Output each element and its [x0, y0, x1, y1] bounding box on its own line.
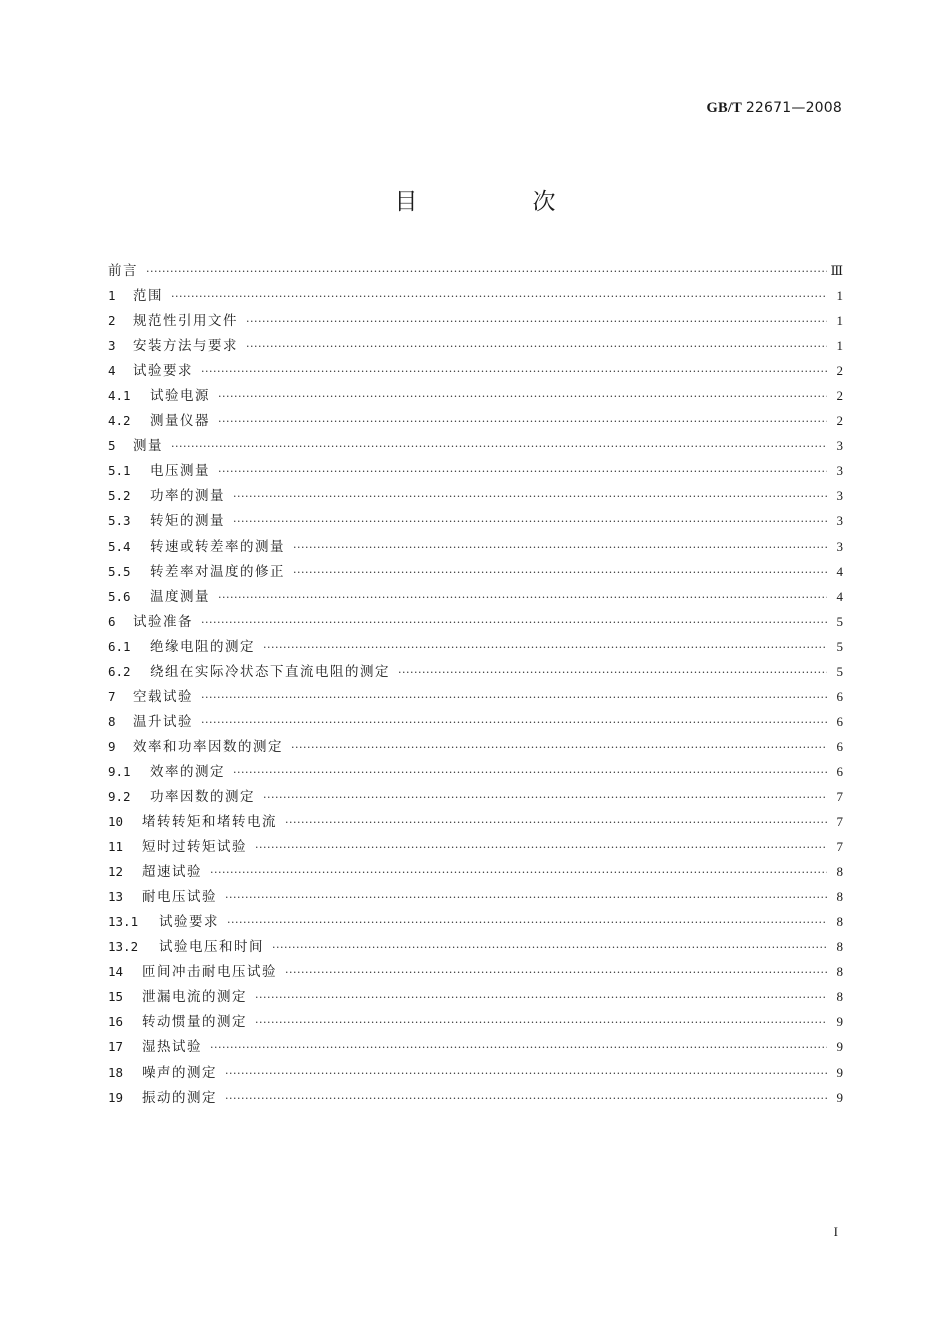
toc-entry-number: 9.2	[108, 788, 131, 804]
toc-entry-number: 11	[108, 839, 124, 855]
toc-entry[interactable]	[108, 1010, 843, 1035]
toc-dot-leader	[218, 465, 827, 478]
toc-entry-label: 试验要求	[159, 914, 219, 931]
toc-entry-label: 转矩的测量	[150, 513, 225, 530]
toc-dot-leader	[210, 866, 827, 879]
toc-entry-label: 效率和功率因数的测定	[133, 738, 283, 755]
toc-entry-number: 10	[108, 814, 124, 830]
toc-entry-number: 3	[108, 338, 116, 354]
toc-entry-page: 7	[836, 788, 843, 804]
toc-entry-page: 6	[836, 763, 843, 779]
toc-dot-leader	[255, 1016, 827, 1029]
toc-entry-label: 效率的测定	[150, 763, 225, 780]
toc-entry-number: 8	[108, 713, 116, 729]
toc-entry-label: 振动的测定	[142, 1089, 217, 1106]
toc-entry-label: 范围	[133, 288, 163, 305]
toc-entry[interactable]	[108, 985, 843, 1010]
toc-entry-number: 5.3	[108, 513, 131, 529]
toc-entry[interactable]	[108, 760, 843, 785]
toc-entry-number: 4.1	[108, 388, 131, 404]
toc-dot-leader	[227, 916, 827, 929]
toc-dot-leader	[293, 566, 827, 579]
toc-entry-page: 2	[836, 363, 843, 379]
toc-entry[interactable]	[108, 409, 843, 434]
toc-dot-leader	[171, 290, 827, 303]
toc-entry-label: 湿热试验	[142, 1039, 202, 1056]
toc-entry-label: 温升试验	[133, 713, 193, 730]
toc-dot-leader	[233, 766, 827, 779]
toc-entry-page: 8	[836, 989, 843, 1005]
toc-dot-leader	[233, 490, 827, 503]
toc-entry-label: 绕组在实际冷状态下直流电阻的测定	[150, 663, 390, 680]
toc-entry-number: 5.4	[108, 538, 131, 554]
toc-dot-leader	[201, 691, 827, 704]
toc-entry-number: 14	[108, 964, 124, 980]
toc-entry-page: 9	[836, 1014, 843, 1030]
toc-entry-label: 泄漏电流的测定	[142, 989, 247, 1006]
toc-entry[interactable]	[108, 484, 843, 509]
toc-entry-page: 6	[836, 688, 843, 704]
toc-entry-label: 耐电压试验	[142, 889, 217, 906]
toc-dot-leader	[201, 365, 827, 378]
toc-entry-number: 1	[108, 288, 116, 304]
table-of-contents	[108, 259, 843, 1111]
toc-dot-leader	[225, 1092, 827, 1105]
toc-entry[interactable]	[108, 459, 843, 484]
toc-entry-number: 4	[108, 363, 116, 379]
toc-entry[interactable]	[108, 610, 843, 635]
toc-entry[interactable]	[108, 384, 843, 409]
toc-entry[interactable]	[108, 660, 843, 685]
toc-entry-page: 8	[836, 914, 843, 930]
toc-dot-leader	[201, 616, 827, 629]
toc-dot-leader	[218, 591, 827, 604]
toc-entry-page: 2	[836, 413, 843, 429]
toc-dot-leader	[293, 541, 827, 554]
toc-entry-number: 17	[108, 1039, 124, 1055]
toc-entry-page: 4	[836, 588, 843, 604]
toc-entry[interactable]	[108, 935, 843, 960]
toc-entry-page: 1	[836, 288, 843, 304]
page-number: I	[833, 1224, 838, 1239]
toc-entry-page: 5	[836, 613, 843, 629]
toc-entry[interactable]	[108, 910, 843, 935]
toc-entry[interactable]	[108, 960, 843, 985]
toc-entry[interactable]	[108, 885, 843, 910]
toc-dot-leader	[146, 265, 827, 278]
toc-entry-page: Ⅲ	[830, 263, 843, 278]
toc-dot-leader	[218, 390, 827, 403]
toc-entry-label: 转差率对温度的修正	[150, 563, 285, 580]
toc-dot-leader	[263, 791, 827, 804]
toc-dot-leader	[218, 415, 827, 428]
toc-entry[interactable]	[108, 259, 843, 284]
toc-entry-page: 3	[836, 538, 843, 554]
toc-entry[interactable]	[108, 309, 843, 334]
toc-entry[interactable]	[108, 735, 843, 760]
toc-entry-page: 1	[836, 313, 843, 329]
toc-entry-number: 4.2	[108, 413, 131, 429]
toc-entry-label: 噪声的测定	[142, 1064, 217, 1081]
toc-entry-page: 9	[836, 1064, 843, 1080]
toc-entry[interactable]	[108, 560, 843, 585]
toc-entry[interactable]	[108, 535, 843, 560]
toc-entry-number: 2	[108, 313, 116, 329]
toc-entry[interactable]	[108, 334, 843, 359]
toc-entry-label: 短时过转矩试验	[142, 839, 247, 856]
toc-entry-page: 8	[836, 964, 843, 980]
toc-entry-page: 3	[836, 513, 843, 529]
toc-entry[interactable]	[108, 1086, 843, 1111]
toc-entry[interactable]	[108, 710, 843, 735]
standard-code	[707, 100, 842, 117]
toc-entry-number: 6	[108, 613, 116, 629]
toc-entry[interactable]	[108, 785, 843, 810]
toc-entry[interactable]	[108, 509, 843, 534]
toc-title: 目 次	[394, 189, 602, 215]
toc-entry-label: 转动惯量的测定	[142, 1014, 247, 1031]
toc-dot-leader	[210, 1041, 827, 1054]
toc-entry-label: 试验电源	[150, 388, 210, 405]
toc-entry-number: 5.5	[108, 563, 131, 579]
toc-entry[interactable]	[108, 810, 843, 835]
toc-dot-leader	[272, 941, 827, 954]
toc-entry-label: 转速或转差率的测量	[150, 538, 285, 555]
toc-entry[interactable]	[108, 359, 843, 384]
toc-entry-number: 12	[108, 864, 124, 880]
toc-dot-leader	[263, 641, 827, 654]
toc-entry-page: 4	[836, 563, 843, 579]
toc-dot-leader	[225, 891, 827, 904]
toc-dot-leader	[291, 741, 827, 754]
toc-entry-label: 温度测量	[150, 588, 210, 605]
toc-entry[interactable]	[108, 685, 843, 710]
toc-entry-number: 5.2	[108, 488, 131, 504]
toc-entry-label: 功率因数的测定	[150, 788, 255, 805]
toc-entry-page: 8	[836, 889, 843, 905]
toc-entry-label: 测量仪器	[150, 413, 210, 430]
toc-entry-number: 6.1	[108, 638, 131, 654]
toc-entry-label: 规范性引用文件	[133, 313, 238, 330]
toc-entry-label: 堵转转矩和堵转电流	[142, 814, 277, 831]
toc-dot-leader	[233, 515, 827, 528]
toc-dot-leader	[285, 966, 827, 979]
toc-entry-page: 3	[836, 438, 843, 454]
toc-entry-label: 绝缘电阻的测定	[150, 638, 255, 655]
toc-entry-page: 9	[836, 1039, 843, 1055]
toc-entry[interactable]	[108, 635, 843, 660]
toc-entry-label: 功率的测量	[150, 488, 225, 505]
toc-entry-page: 9	[836, 1089, 843, 1105]
toc-entry-page: 7	[836, 814, 843, 830]
toc-entry-page: 5	[836, 663, 843, 679]
toc-dot-leader	[246, 315, 827, 328]
toc-dot-leader	[398, 666, 827, 679]
toc-entry-page: 8	[836, 939, 843, 955]
toc-entry[interactable]	[108, 860, 843, 885]
toc-entry-number: 13	[108, 889, 124, 905]
toc-entry-page: 5	[836, 638, 843, 654]
toc-entry-label: 安装方法与要求	[133, 338, 238, 355]
toc-entry-number: 5	[108, 438, 116, 454]
standard-number: 22671—2008	[745, 100, 842, 116]
toc-dot-leader	[246, 340, 827, 353]
toc-dot-leader	[201, 716, 827, 729]
toc-entry[interactable]	[108, 284, 843, 309]
toc-dot-leader	[285, 816, 827, 829]
toc-entry-page: 8	[836, 864, 843, 880]
toc-entry[interactable]	[108, 835, 843, 860]
toc-dot-leader	[171, 440, 827, 453]
toc-entry-number: 5.1	[108, 463, 131, 479]
toc-entry-label: 超速试验	[142, 864, 202, 881]
toc-entry-page: 1	[836, 338, 843, 354]
toc-entry-number: 16	[108, 1014, 124, 1030]
toc-entry-number: 19	[108, 1089, 124, 1105]
toc-entry-label: 试验要求	[133, 363, 193, 380]
toc-dot-leader	[255, 991, 827, 1004]
toc-entry-number: 13.1	[108, 914, 139, 930]
toc-dot-leader	[255, 841, 827, 854]
toc-entry[interactable]	[108, 1061, 843, 1086]
standard-prefix: GB/T	[706, 100, 742, 116]
toc-entry-label: 试验准备	[133, 613, 193, 630]
toc-entry[interactable]	[108, 585, 843, 610]
toc-entry-label: 匝间冲击耐电压试验	[142, 964, 277, 981]
toc-entry-number: 6.2	[108, 663, 131, 679]
toc-entry-number: 7	[108, 688, 116, 704]
toc-dot-leader	[225, 1067, 827, 1080]
toc-entry-label: 测量	[133, 438, 163, 455]
toc-entry-page: 3	[836, 463, 843, 479]
toc-entry-page: 3	[836, 488, 843, 504]
toc-entry-number: 13.2	[108, 939, 139, 955]
toc-entry-label: 前言	[108, 263, 138, 279]
toc-entry-label: 空载试验	[133, 688, 193, 705]
toc-entry-page: 6	[836, 713, 843, 729]
toc-entry[interactable]	[108, 434, 843, 459]
toc-entry-label: 试验电压和时间	[159, 939, 264, 956]
toc-entry-number: 5.6	[108, 588, 131, 604]
toc-entry-page: 7	[836, 839, 843, 855]
toc-entry-number: 15	[108, 989, 124, 1005]
toc-entry-label: 电压测量	[150, 463, 210, 480]
toc-entry-page: 2	[836, 388, 843, 404]
toc-entry[interactable]	[108, 1035, 843, 1060]
toc-entry-page: 6	[836, 738, 843, 754]
toc-entry-number: 18	[108, 1064, 124, 1080]
toc-entry-number: 9.1	[108, 763, 131, 779]
toc-entry-number: 9	[108, 738, 116, 754]
